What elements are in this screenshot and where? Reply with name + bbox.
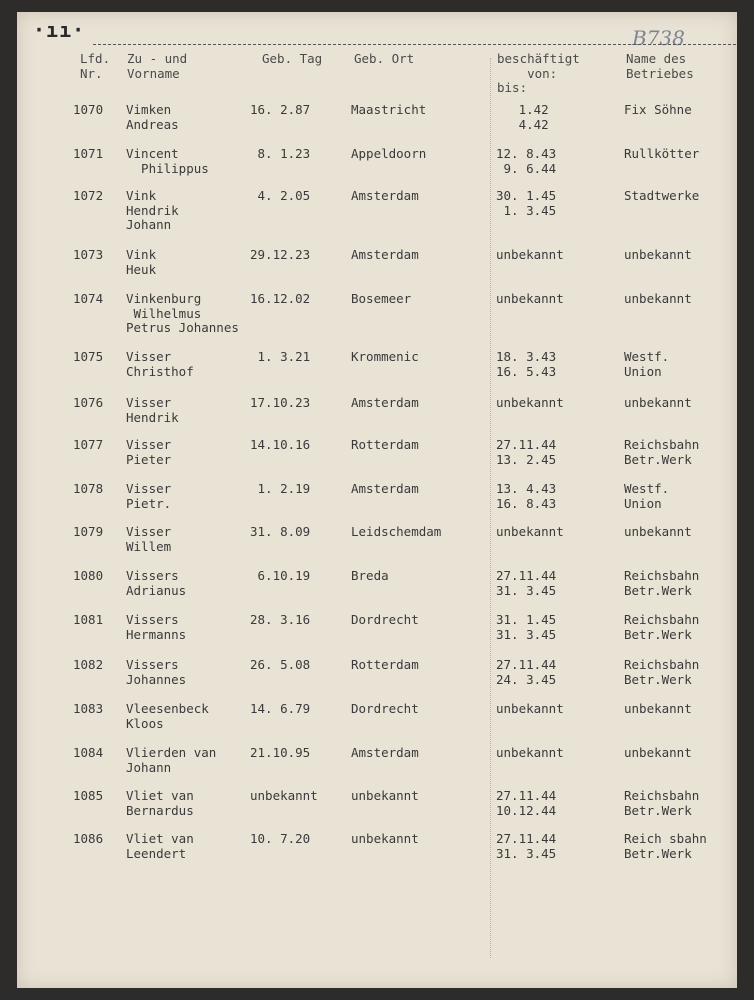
row-number: 1073: [73, 247, 104, 262]
header-lfd-nr: Lfd. Nr.: [80, 51, 111, 81]
header-geb-ort: Geb. Ort: [354, 51, 415, 66]
row-birth-date: 16.12.02: [250, 291, 311, 306]
row-birth-date: 16. 2.87: [250, 102, 311, 117]
row-birth-place: Bosemeer: [351, 291, 412, 306]
archive-number: B738: [632, 26, 685, 50]
row-birth-date: 8. 1.23: [250, 146, 311, 161]
row-company: Reich sbahn Betr.Werk: [624, 831, 707, 861]
row-birth-place: Appeldoorn: [351, 146, 427, 161]
row-birth-date: 14.10.16: [250, 437, 311, 452]
row-company: unbekannt: [624, 291, 692, 306]
row-company: unbekannt: [624, 395, 692, 410]
row-number: 1079: [73, 524, 104, 539]
row-number: 1081: [73, 612, 104, 627]
table-row: [0, 832, 754, 876]
row-employment-dates: 31. 1.45 31. 3.45: [496, 612, 557, 642]
row-birth-place: Dordrecht: [351, 701, 419, 716]
row-employment-dates: unbekannt: [496, 247, 564, 262]
row-number: 1076: [73, 395, 104, 410]
row-birth-date: unbekannt: [250, 788, 318, 803]
table-row: [0, 189, 754, 233]
row-name: Visser Pieter: [126, 437, 172, 467]
row-birth-place: Dordrecht: [351, 612, 419, 627]
row-name: Vincent Philippus: [126, 146, 209, 176]
row-employment-dates: 1.42 4.42: [518, 102, 549, 132]
row-name: Vlierden van Johann: [126, 745, 217, 775]
table-row: [0, 438, 754, 482]
row-company: Stadtwerke: [624, 188, 700, 203]
row-birth-date: 1. 2.19: [250, 481, 311, 496]
table-row: [0, 248, 754, 292]
row-company: Reichsbahn Betr.Werk: [624, 657, 700, 687]
header-beschaeftigt: beschäftigt von: bis:: [497, 51, 580, 95]
row-name: Vink Hendrik Johann: [126, 188, 179, 232]
header-geb-tag: Geb. Tag: [262, 51, 323, 66]
row-number: 1072: [73, 188, 104, 203]
row-company: Reichsbahn Betr.Werk: [624, 437, 700, 467]
row-birth-place: Rotterdam: [351, 657, 419, 672]
table-row: [0, 350, 754, 394]
row-name: Visser Pietr.: [126, 481, 172, 511]
corner-mark: ·ıı·: [33, 18, 86, 42]
row-number: 1084: [73, 745, 104, 760]
row-name: Vinkenburg Wilhelmus Petrus Johannes: [126, 291, 239, 335]
row-number: 1078: [73, 481, 104, 496]
row-name: Vissers Adrianus: [126, 568, 187, 598]
row-birth-place: Maastricht: [351, 102, 427, 117]
table-row: [0, 396, 754, 440]
table-row: [0, 702, 754, 746]
table-row: [0, 746, 754, 790]
header-betrieb: Name des Betriebes: [626, 51, 694, 81]
row-name: Vimken Andreas: [126, 102, 179, 132]
row-birth-date: 29.12.23: [250, 247, 311, 262]
table-row: [0, 103, 754, 147]
row-birth-date: 10. 7.20: [250, 831, 311, 846]
row-birth-place: Amsterdam: [351, 745, 419, 760]
row-birth-place: Amsterdam: [351, 481, 419, 496]
row-name: Vissers Johannes: [126, 657, 187, 687]
row-birth-date: 26. 5.08: [250, 657, 311, 672]
table-row: [0, 613, 754, 657]
row-birth-date: 17.10.23: [250, 395, 311, 410]
table-row: [0, 569, 754, 613]
row-number: 1082: [73, 657, 104, 672]
row-birth-place: Amsterdam: [351, 247, 419, 262]
row-employment-dates: 27.11.44 31. 3.45: [496, 568, 557, 598]
header-name: Zu - und Vorname: [127, 51, 188, 81]
row-company: Rullkötter: [624, 146, 700, 161]
row-company: unbekannt: [624, 524, 692, 539]
row-company: unbekannt: [624, 701, 692, 716]
row-employment-dates: unbekannt: [496, 745, 564, 760]
row-employment-dates: 27.11.44 24. 3.45: [496, 657, 557, 687]
row-company: unbekannt: [624, 745, 692, 760]
row-name: Vissers Hermanns: [126, 612, 187, 642]
row-employment-dates: 27.11.44 13. 2.45: [496, 437, 557, 467]
row-number: 1083: [73, 701, 104, 716]
row-number: 1070: [73, 102, 104, 117]
row-employment-dates: 27.11.44 10.12.44: [496, 788, 557, 818]
row-company: Fix Söhne: [624, 102, 692, 117]
row-name: Vink Heuk: [126, 247, 157, 277]
row-birth-place: Krommenic: [351, 349, 419, 364]
row-company: Reichsbahn Betr.Werk: [624, 568, 700, 598]
row-employment-dates: unbekannt: [496, 395, 564, 410]
row-birth-place: Amsterdam: [351, 395, 419, 410]
row-employment-dates: 30. 1.45 1. 3.45: [496, 188, 557, 218]
row-birth-place: unbekannt: [351, 831, 419, 846]
row-name: Visser Hendrik: [126, 395, 179, 425]
row-birth-date: 4. 2.05: [250, 188, 311, 203]
table-row: [0, 292, 754, 336]
table-row: [0, 147, 754, 191]
row-employment-dates: unbekannt: [496, 701, 564, 716]
row-name: Visser Willem: [126, 524, 172, 554]
row-employment-dates: unbekannt: [496, 291, 564, 306]
table-row: [0, 658, 754, 702]
row-birth-place: Breda: [351, 568, 389, 583]
row-employment-dates: 27.11.44 31. 3.45: [496, 831, 557, 861]
table-row: [0, 482, 754, 526]
row-number: 1075: [73, 349, 104, 364]
row-number: 1080: [73, 568, 104, 583]
header-rule: [93, 44, 736, 45]
row-birth-date: 21.10.95: [250, 745, 311, 760]
row-birth-place: Amsterdam: [351, 188, 419, 203]
row-birth-date: 14. 6.79: [250, 701, 311, 716]
row-number: 1077: [73, 437, 104, 452]
table-row: [0, 525, 754, 569]
row-birth-date: 28. 3.16: [250, 612, 311, 627]
row-birth-place: unbekannt: [351, 788, 419, 803]
row-birth-date: 31. 8.09: [250, 524, 311, 539]
row-number: 1071: [73, 146, 104, 161]
row-employment-dates: 13. 4.43 16. 8.43: [496, 481, 557, 511]
row-employment-dates: 12. 8.43 9. 6.44: [496, 146, 557, 176]
row-employment-dates: unbekannt: [496, 524, 564, 539]
row-company: Westf. Union: [624, 349, 670, 379]
row-birth-place: Leidschemdam: [351, 524, 442, 539]
row-number: 1085: [73, 788, 104, 803]
row-company: unbekannt: [624, 247, 692, 262]
row-birth-date: 6.10.19: [250, 568, 311, 583]
row-name: Vleesenbeck Kloos: [126, 701, 209, 731]
row-number: 1074: [73, 291, 104, 306]
row-birth-place: Rotterdam: [351, 437, 419, 452]
row-employment-dates: 18. 3.43 16. 5.43: [496, 349, 557, 379]
row-name: Visser Christhof: [126, 349, 194, 379]
table-row: [0, 789, 754, 833]
row-name: Vliet van Leendert: [126, 831, 194, 861]
row-company: Reichsbahn Betr.Werk: [624, 612, 700, 642]
row-company: Westf. Union: [624, 481, 670, 511]
row-birth-date: 1. 3.21: [250, 349, 311, 364]
row-company: Reichsbahn Betr.Werk: [624, 788, 700, 818]
row-name: Vliet van Bernardus: [126, 788, 194, 818]
row-number: 1086: [73, 831, 104, 846]
